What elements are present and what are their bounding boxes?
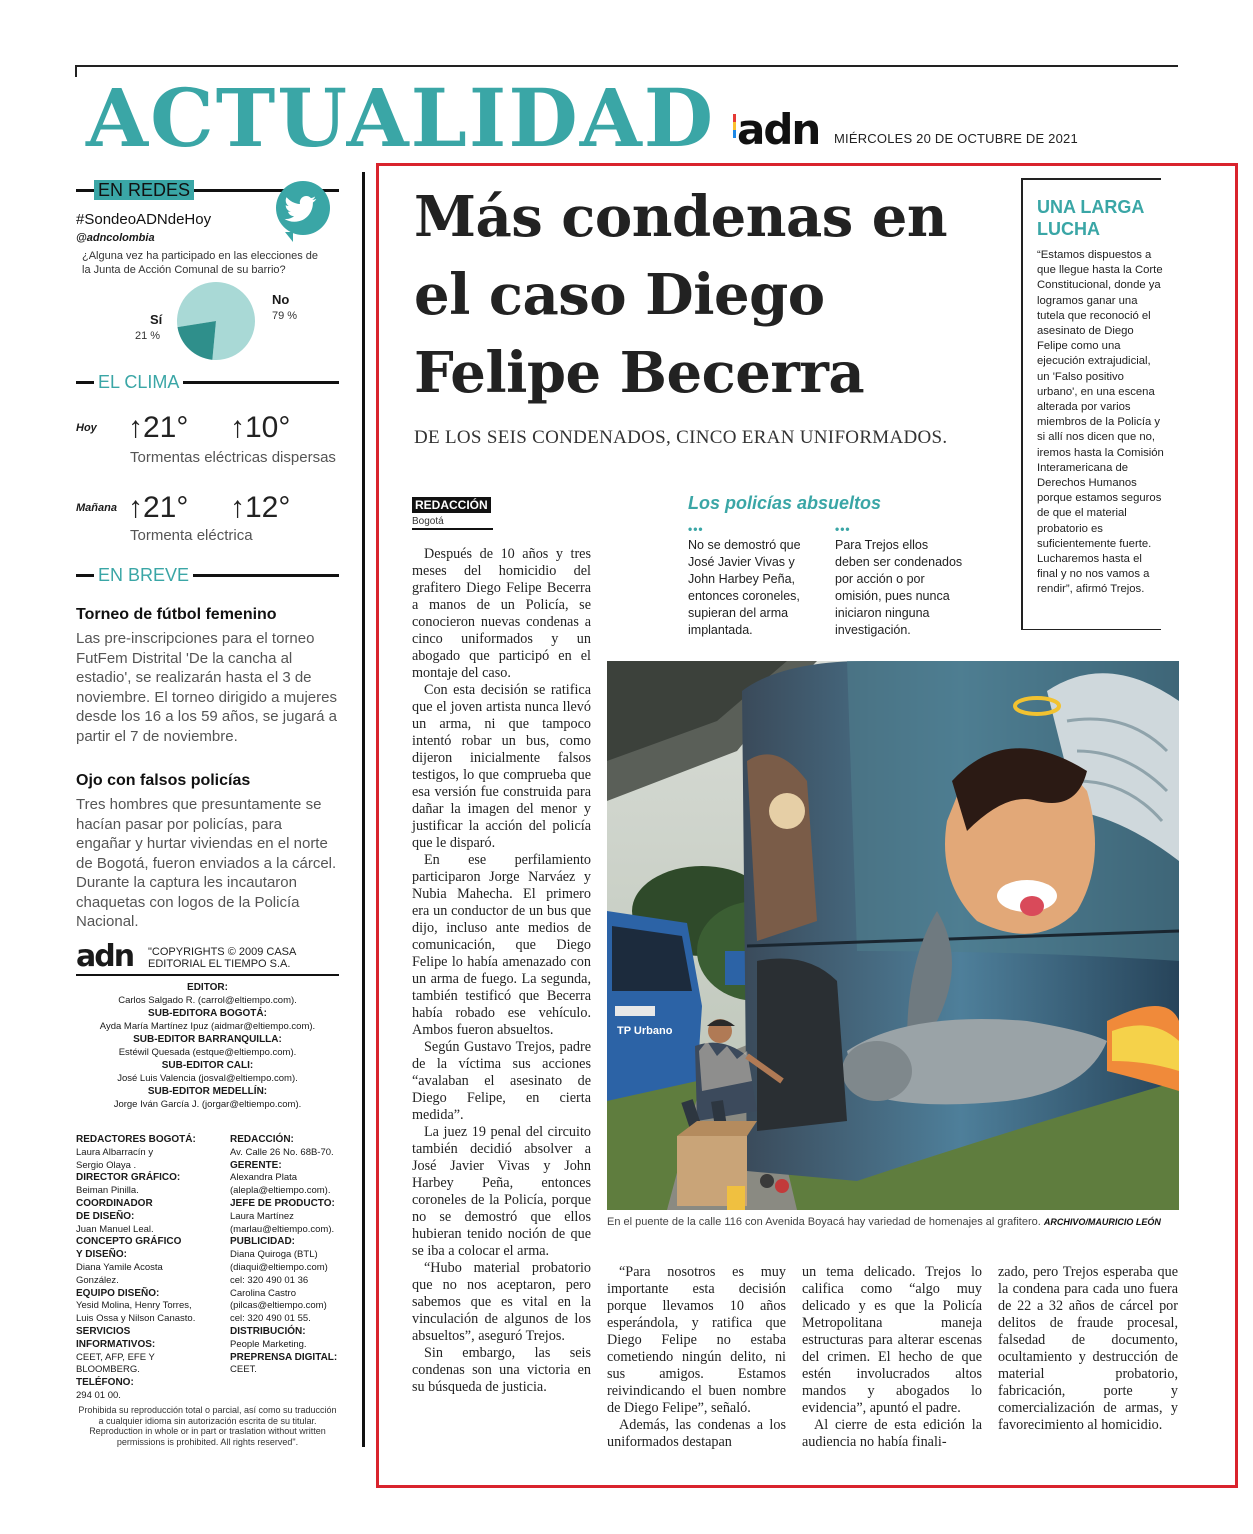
breve-heading: EN BREVE (94, 565, 193, 585)
weather-min: ↑10° (230, 411, 291, 444)
brief-title: Torneo de fútbol femenino (76, 606, 277, 623)
paragraph: un tema delicado. Trejos lo califica como “algo muy delicado y es que la Policía Metropolitana maneja estructuras para alterar escenas del crimen. El hecho de que estén involucrados altos mandos y abogados lo evidencia”, apuntó el padre. (802, 1264, 982, 1416)
poll-question: ¿Alguna vez ha participado en las elecciones de la Junta de Acción Comunal de su barrio? (82, 250, 319, 276)
weather-day: Mañana (76, 502, 117, 514)
caption-text: En el puente de la calle 116 con Avenida Boyacá hay variedad de homenajes al grafitero. (607, 1216, 1041, 1228)
poll-si-label: Sí (150, 312, 163, 327)
staff-entry: SUB-EDITOR MEDELLÍN: Jorge Iván García J. (jorgar@eltiempo.com). (113, 1086, 302, 1110)
brand-color-bar (733, 114, 736, 138)
paragraph: “Hubo material probatorio que no nos aceptaron, pero sabemos que es vital en la vinculación de algunos de los absueltos”, aseguró Trejos. (412, 1260, 591, 1344)
staff-entry: JEFE DE PRODUCTO: Laura Martínez (marlau@eltiempo.com). (230, 1197, 335, 1235)
pie-slice-sí (177, 321, 216, 360)
bullet-dots: ••• (835, 522, 851, 536)
quote-box-title: UNA LARGA LUCHA (1037, 197, 1144, 239)
staff-entry: DISTRIBUCIÓN: People Marketing. (230, 1325, 307, 1350)
staff-entry: SUB-EDITOR CALI: José Luis Valencia (josval@eltiempo.com). (117, 1060, 298, 1084)
staff-entry: REDACTORES BOGOTÁ: Laura Albarracín y Sergio Olaya . (76, 1134, 196, 1171)
paragraph: En ese perfilamiento participaron Jorge Narváez y Nubia Mahecha. El primero era un conductor de un bus que dijo, incluso ante medios de comunicación, que Diego Felipe lo había amenazado con un arma de fuego. La segunda, también testificó que Becerra había robado ese vehículo. Ambos fueron absueltos. (412, 852, 591, 1038)
article-column-2 (607, 1264, 786, 1451)
paragraph: Al cierre de esta edición la audiencia no había finali- (802, 1417, 982, 1450)
staff-entry: TELÉFONO: 294 01 00. (76, 1377, 134, 1401)
absueltos-item: Para Trejos ellos deben ser condenados por acción o por omisión, pues nunca iniciaron ninguna investigación. (835, 538, 963, 637)
staff-entry: DIRECTOR GRÁFICO: Beiman Pinilla. (76, 1172, 181, 1197)
bullet-dots: ••• (688, 522, 704, 536)
staff-entry: PREPRENSA DIGITAL: CEET. (230, 1351, 338, 1376)
poll-si-value: 21 % (135, 330, 161, 342)
breve-header (76, 565, 339, 585)
photo-credit: ARCHIVO/MAURICIO LEÓN (1043, 1217, 1161, 1227)
copyright: "COPYRIGHTS © 2009 CASA EDITORIAL EL TIEMPO S.A. (148, 946, 296, 970)
weather-desc: Tormenta eléctrica (130, 527, 253, 544)
top-rule-tick (75, 65, 77, 77)
staff-right-column (230, 1134, 340, 1377)
article-column-4 (998, 1264, 1178, 1434)
credits-logo: adn (76, 939, 134, 974)
paragraph: Según Gustavo Trejos, padre de la víctima sus acciones “avalaban el asesinato de Diego Felipe, en cierta medida”. (412, 1039, 591, 1123)
tweet-tail (285, 232, 293, 242)
weather-day: Hoy (76, 422, 97, 434)
weather-desc: Tormentas eléctricas dispersas (130, 449, 336, 466)
paragraph: Después de 10 años y tres meses del homicidio del grafitero Diego Felipe Becerra a manos de un Policía, se conocieron nuevas condenas a cinco uniformados y un abogado que participó en el montaje del caso. (412, 546, 591, 681)
byline-city: Bogotá (412, 516, 444, 527)
column-divider (362, 172, 365, 1447)
legal-notice: Prohibida su reproducción total o parcial, así como su traducción a cualquier idioma sin autorización escrita de su titular. Reproduction in whole or in part or traslation without written permissions is prohibited. All rights reserved". (78, 1405, 337, 1447)
bus-text: TP Urbano (617, 1025, 673, 1037)
top-rule (75, 65, 1178, 67)
paragraph: Sin embargo, las seis condenas son una victoria en su búsqueda de justicia. (412, 1345, 591, 1395)
poll-handle[interactable]: @adncolombia (76, 232, 155, 244)
brief-body: Tres hombres que presuntamente se hacían pasar por policías, para engañar y hurtar viviendas en el norte de Bogotá, fueron enviados a la cárcel. Durante la captura les incautaron chaquetas con logos de la Policía Nacional. (76, 796, 337, 930)
paragraph: zado, pero Trejos esperaba que la condena para cada uno fuera de 22 a 32 años de cárcel por delitos de fraude procesal, falsedad de documento, ocultamiento y destrucción de material probatorio, fabricación, porte y comercialización de armas, y favorecimiento al homicidio. (998, 1264, 1178, 1433)
staff-entry: EDITOR: Carlos Salgado R. (carrol@eltiempo.com). (118, 982, 297, 1006)
staff-entry: GERENTE: Alexandra Plata (alepla@eltiempo.com). (230, 1159, 331, 1197)
byline-rule (412, 528, 493, 530)
poll-pie-chart (175, 280, 257, 367)
twitter-bird-icon (276, 181, 330, 235)
staff-entry: SUB-EDITORA BOGOTÁ: Ayda María Martínez Ipuz (aidmar@eltiempo.com). (99, 1008, 316, 1032)
clima-heading: EL CLIMA (94, 372, 183, 392)
brand-logo: adn (737, 105, 820, 154)
credits-rule (76, 974, 339, 976)
quote-box-body: “Estamos dispuestos a que llegue hasta la Corte Constitucional, donde ya logramos ganar una tutela que reconoció el asesinato de Diego Felipe como una ejecución extrajudicial, un 'Falso positivo urbano', en una escena alterada por varios miembros de la Policía y si allí nos dicen que no, iremos hasta la Comisión Interamericana de Derechos Humanos porque estamos seguros de que el material probatorio es suficientemente fuerte. Lucharemos hasta el final y no nos vamos a rendir”, afirmó Trejos. (1037, 249, 1164, 596)
photo-caption (607, 1216, 1161, 1228)
article-column-3 (802, 1264, 982, 1451)
staff-entry: SUB-EDITOR BARRANQUILLA: Estéwil Quesada (estque@eltiempo.com). (118, 1034, 297, 1058)
byline-label: REDACCIÓN (412, 497, 491, 513)
byline (412, 496, 493, 527)
brief-body: Las pre-inscripciones para el torneo FutFem Distrital 'De la cancha al estadio', se realizarán hasta el 3 de noviembre. El torneo dirigido a mujeres desde los 16 a los 59 años, se jugará a partir el 7 de noviembre. (76, 630, 338, 745)
article-deck: DE LOS SEIS CONDENADOS, CINCO ERAN UNIFORMADOS. (414, 427, 948, 448)
weather-min: ↑12° (230, 491, 291, 524)
article-column-1 (412, 546, 591, 1396)
paragraph: La juez 19 penal del circuito también decidió absolver a José Javier Vivas y John Harbey Peña, entonces coroneles de la Policía, porque no se demostró que ellos hubieran tenido noción de que se iba a colocar el arma. (412, 1124, 591, 1259)
staff-entry: PUBLICIDAD: Diana Quiroga (BTL) (diaqui@eltiempo.com) cel: 320 490 01 36 Carolina Castro (pilcas@eltiempo.com) cel: 320 490 01 55. (230, 1236, 328, 1325)
edition-date: MIÉRCOLES 20 DE OCTUBRE DE 2021 (834, 131, 1078, 146)
poll-hashtag[interactable]: #SondeoADNdeHoy (76, 211, 212, 228)
clima-header (76, 372, 339, 392)
staff-entry: SERVICIOS INFORMATIVOS: CEET, AFP, EFE Y BLOOMBERG. (76, 1325, 156, 1376)
staff-entry: CONCEPTO GRÁFICO Y DISEÑO: Diana Yamile Acosta González. (76, 1236, 182, 1286)
staff-left-column (76, 1134, 206, 1403)
article-photo[interactable] (607, 661, 1179, 1210)
staff-entry: COORDINADOR DE DISEÑO: Juan Manuel Leal. (76, 1197, 154, 1235)
absueltos-item: No se demostró que José Javier Vivas y John Harbey Peña, entonces coroneles, supieran del arma implantada. (688, 538, 801, 637)
staff-entry: EQUIPO DISEÑO: Yesid Molina, Henry Torres, Luis Ossa y Nilson Canasto. (76, 1287, 196, 1325)
paragraph: Además, las condenas a los uniformados destapan (607, 1417, 786, 1450)
poll-no-value: 79 % (272, 310, 298, 322)
article-headline: Más condenas en el caso Diego Felipe Becerra (414, 184, 948, 406)
weather-max: ↑21° (128, 491, 189, 524)
editor-staff (76, 981, 339, 1111)
staff-entry: REDACCIÓN: Av. Calle 26 No. 68B-70. (230, 1134, 334, 1158)
paragraph: “Para nosotros es muy importante esta decisión porque llevamos 10 años esperándola, y ratifica que Diego Felipe no estaba cometiendo ningún delito, ni sus amigos. Estamos reivindicando el buen nombre de Diego Felipe”, señaló. (607, 1264, 786, 1416)
poll-no-label: No (272, 292, 290, 307)
weather-max: ↑21° (128, 411, 189, 444)
absueltos-title: Los policías absueltos (688, 493, 882, 513)
brief-title: Ojo con falsos policías (76, 772, 251, 789)
redes-heading: EN REDES (94, 180, 194, 200)
paragraph: Con esta decisión se ratifica que el joven artista nunca llevó un arma, ni que tampoco intentó robar un bus, como dijeron inicialmente falsos testigos, lo que comprueba que esa versión fue construida para dañar la imagen del menor y justificar la acción del policía que le disparó. (412, 682, 591, 851)
section-title: ACTUALIDAD (86, 71, 716, 165)
